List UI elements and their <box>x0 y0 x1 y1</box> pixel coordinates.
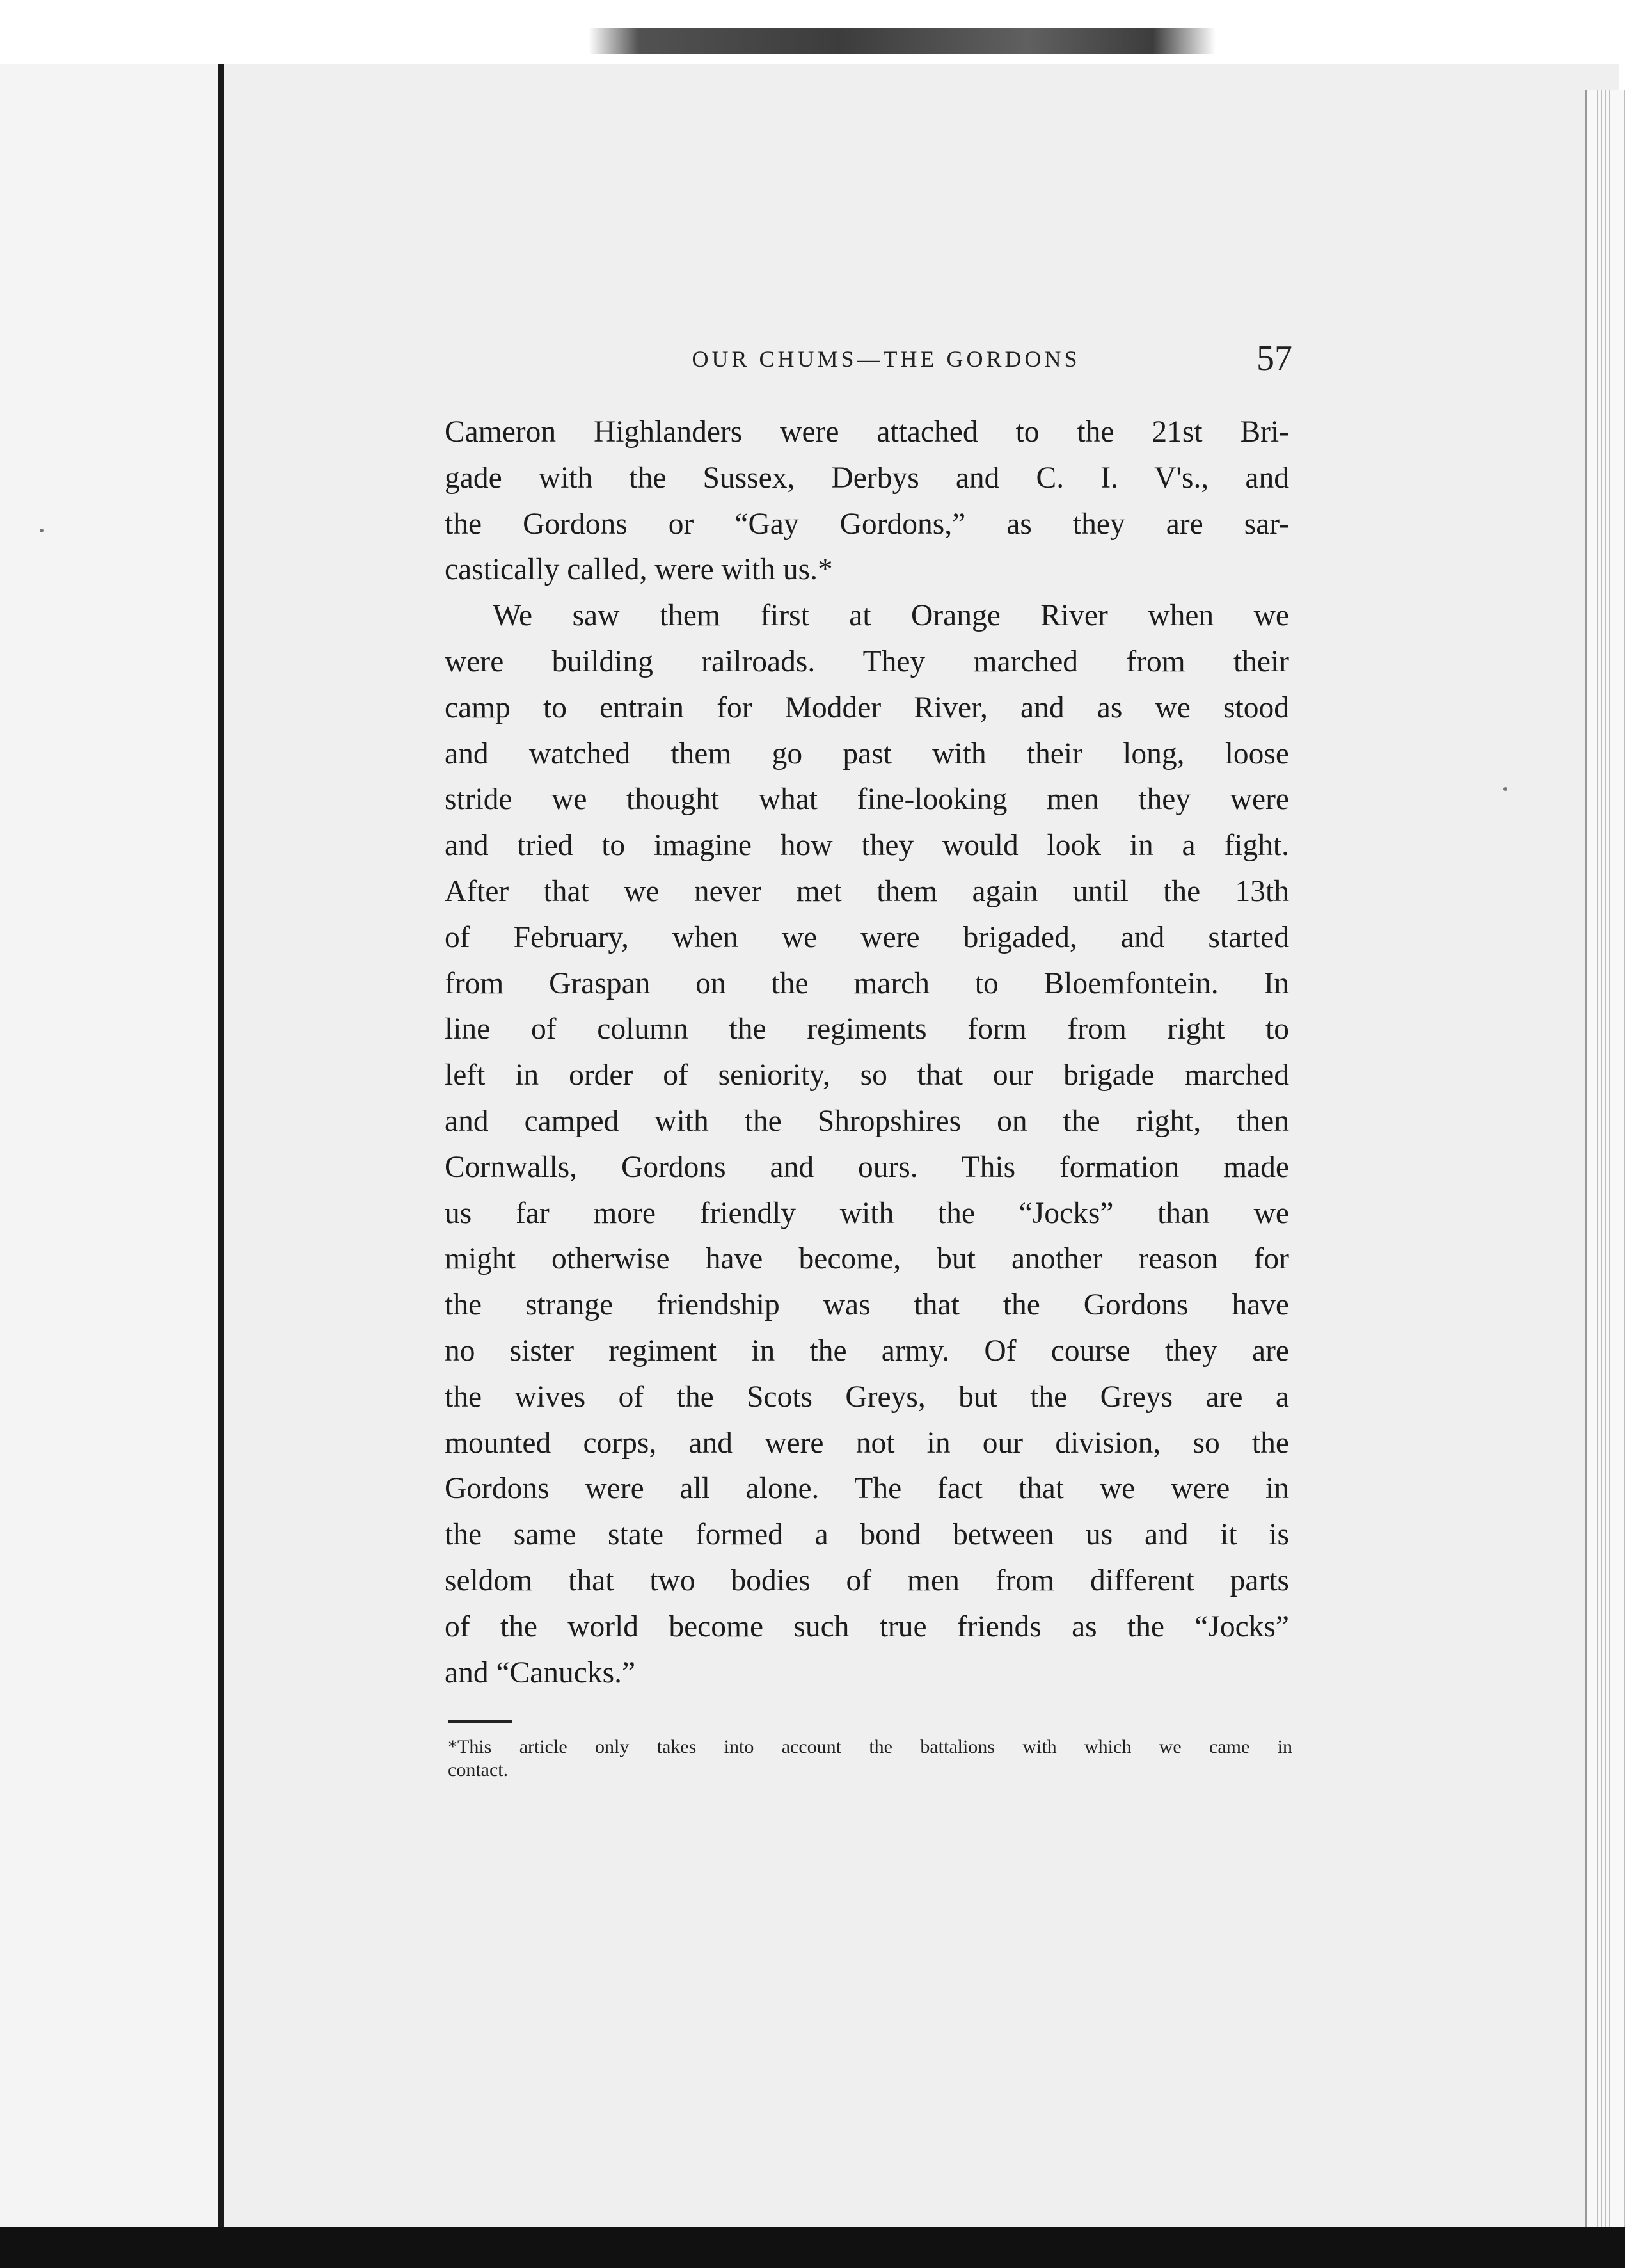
scan-artifact-top <box>589 28 1216 54</box>
text-line: Cornwalls, Gordons and ours. This formation made <box>445 1150 1289 1184</box>
footnote-line: contact. <box>448 1759 509 1780</box>
text-line: the wives of the Scots Greys, but the Greys are a <box>445 1380 1289 1414</box>
text-line: stride we thought what fine-looking men they were <box>445 783 1289 817</box>
footnote-line: *This article only takes into account the battalions with which we came in <box>448 1736 1292 1757</box>
text-line: the Gordons or “Gay Gordons,” as they are sar- <box>445 507 1289 541</box>
text-line: us far more friendly with the “Jocks” than we <box>445 1196 1289 1230</box>
text-line: no sister regiment in the army. Of course they are <box>445 1334 1289 1368</box>
text-line: of the world become such true friends as the “Jocks” <box>445 1609 1289 1643</box>
text-line: the strange friendship was that the Gordons have <box>445 1288 1289 1322</box>
text-line: camp to entrain for Modder River, and as we stood <box>445 691 1289 724</box>
text-line: mounted corps, and were not in our division, so the <box>445 1426 1289 1460</box>
book-gutter <box>218 64 224 2227</box>
footnote-rule <box>448 1720 512 1723</box>
scan-artifact-bottom <box>0 2227 1625 2268</box>
text-line: might otherwise have become, but another reason for <box>445 1242 1289 1276</box>
text-line: line of column the regiments form from right to <box>445 1012 1289 1046</box>
text-line: and watched them go past with their long, loose <box>445 737 1289 771</box>
dust-speck <box>1503 787 1507 791</box>
text-line: were building railroads. They marched from their <box>445 644 1289 678</box>
footnote <box>448 1736 1292 1782</box>
text-line: and camped with the Shropshires on the right, then <box>445 1104 1289 1138</box>
text-line: and “Canucks.” <box>445 1656 636 1689</box>
text-line: Cameron Highlanders were attached to the 21st Bri- <box>445 415 1289 449</box>
text-line: the same state formed a bond between us and it is <box>445 1518 1289 1552</box>
body-text <box>445 410 1289 1696</box>
text-line: of February, when we were brigaded, and started <box>445 920 1289 954</box>
text-line: castically called, were with us.* <box>445 553 833 587</box>
text-line: We saw them first at Orange River when we <box>493 599 1289 633</box>
dust-speck <box>40 529 44 532</box>
text-line: Gordons were all alone. The fact that we were in <box>445 1472 1289 1506</box>
running-head: OUR CHUMS—THE GORDONS <box>692 346 1081 372</box>
text-line: left in order of seniority, so that our brigade marched <box>445 1058 1289 1092</box>
text-line: and tried to imagine how they would look in a fight. <box>445 829 1289 863</box>
text-line: seldom that two bodies of men from different parts <box>445 1563 1289 1597</box>
text-line: After that we never met them again until the 13th <box>445 874 1289 908</box>
text-line: from Graspan on the march to Bloemfontein. In <box>445 966 1289 1000</box>
text-line: gade with the Sussex, Derbys and C. I. V's., and <box>445 461 1289 495</box>
page-edges <box>1585 90 1625 2227</box>
page-number: 57 <box>1256 339 1292 378</box>
facing-page <box>0 64 218 2227</box>
